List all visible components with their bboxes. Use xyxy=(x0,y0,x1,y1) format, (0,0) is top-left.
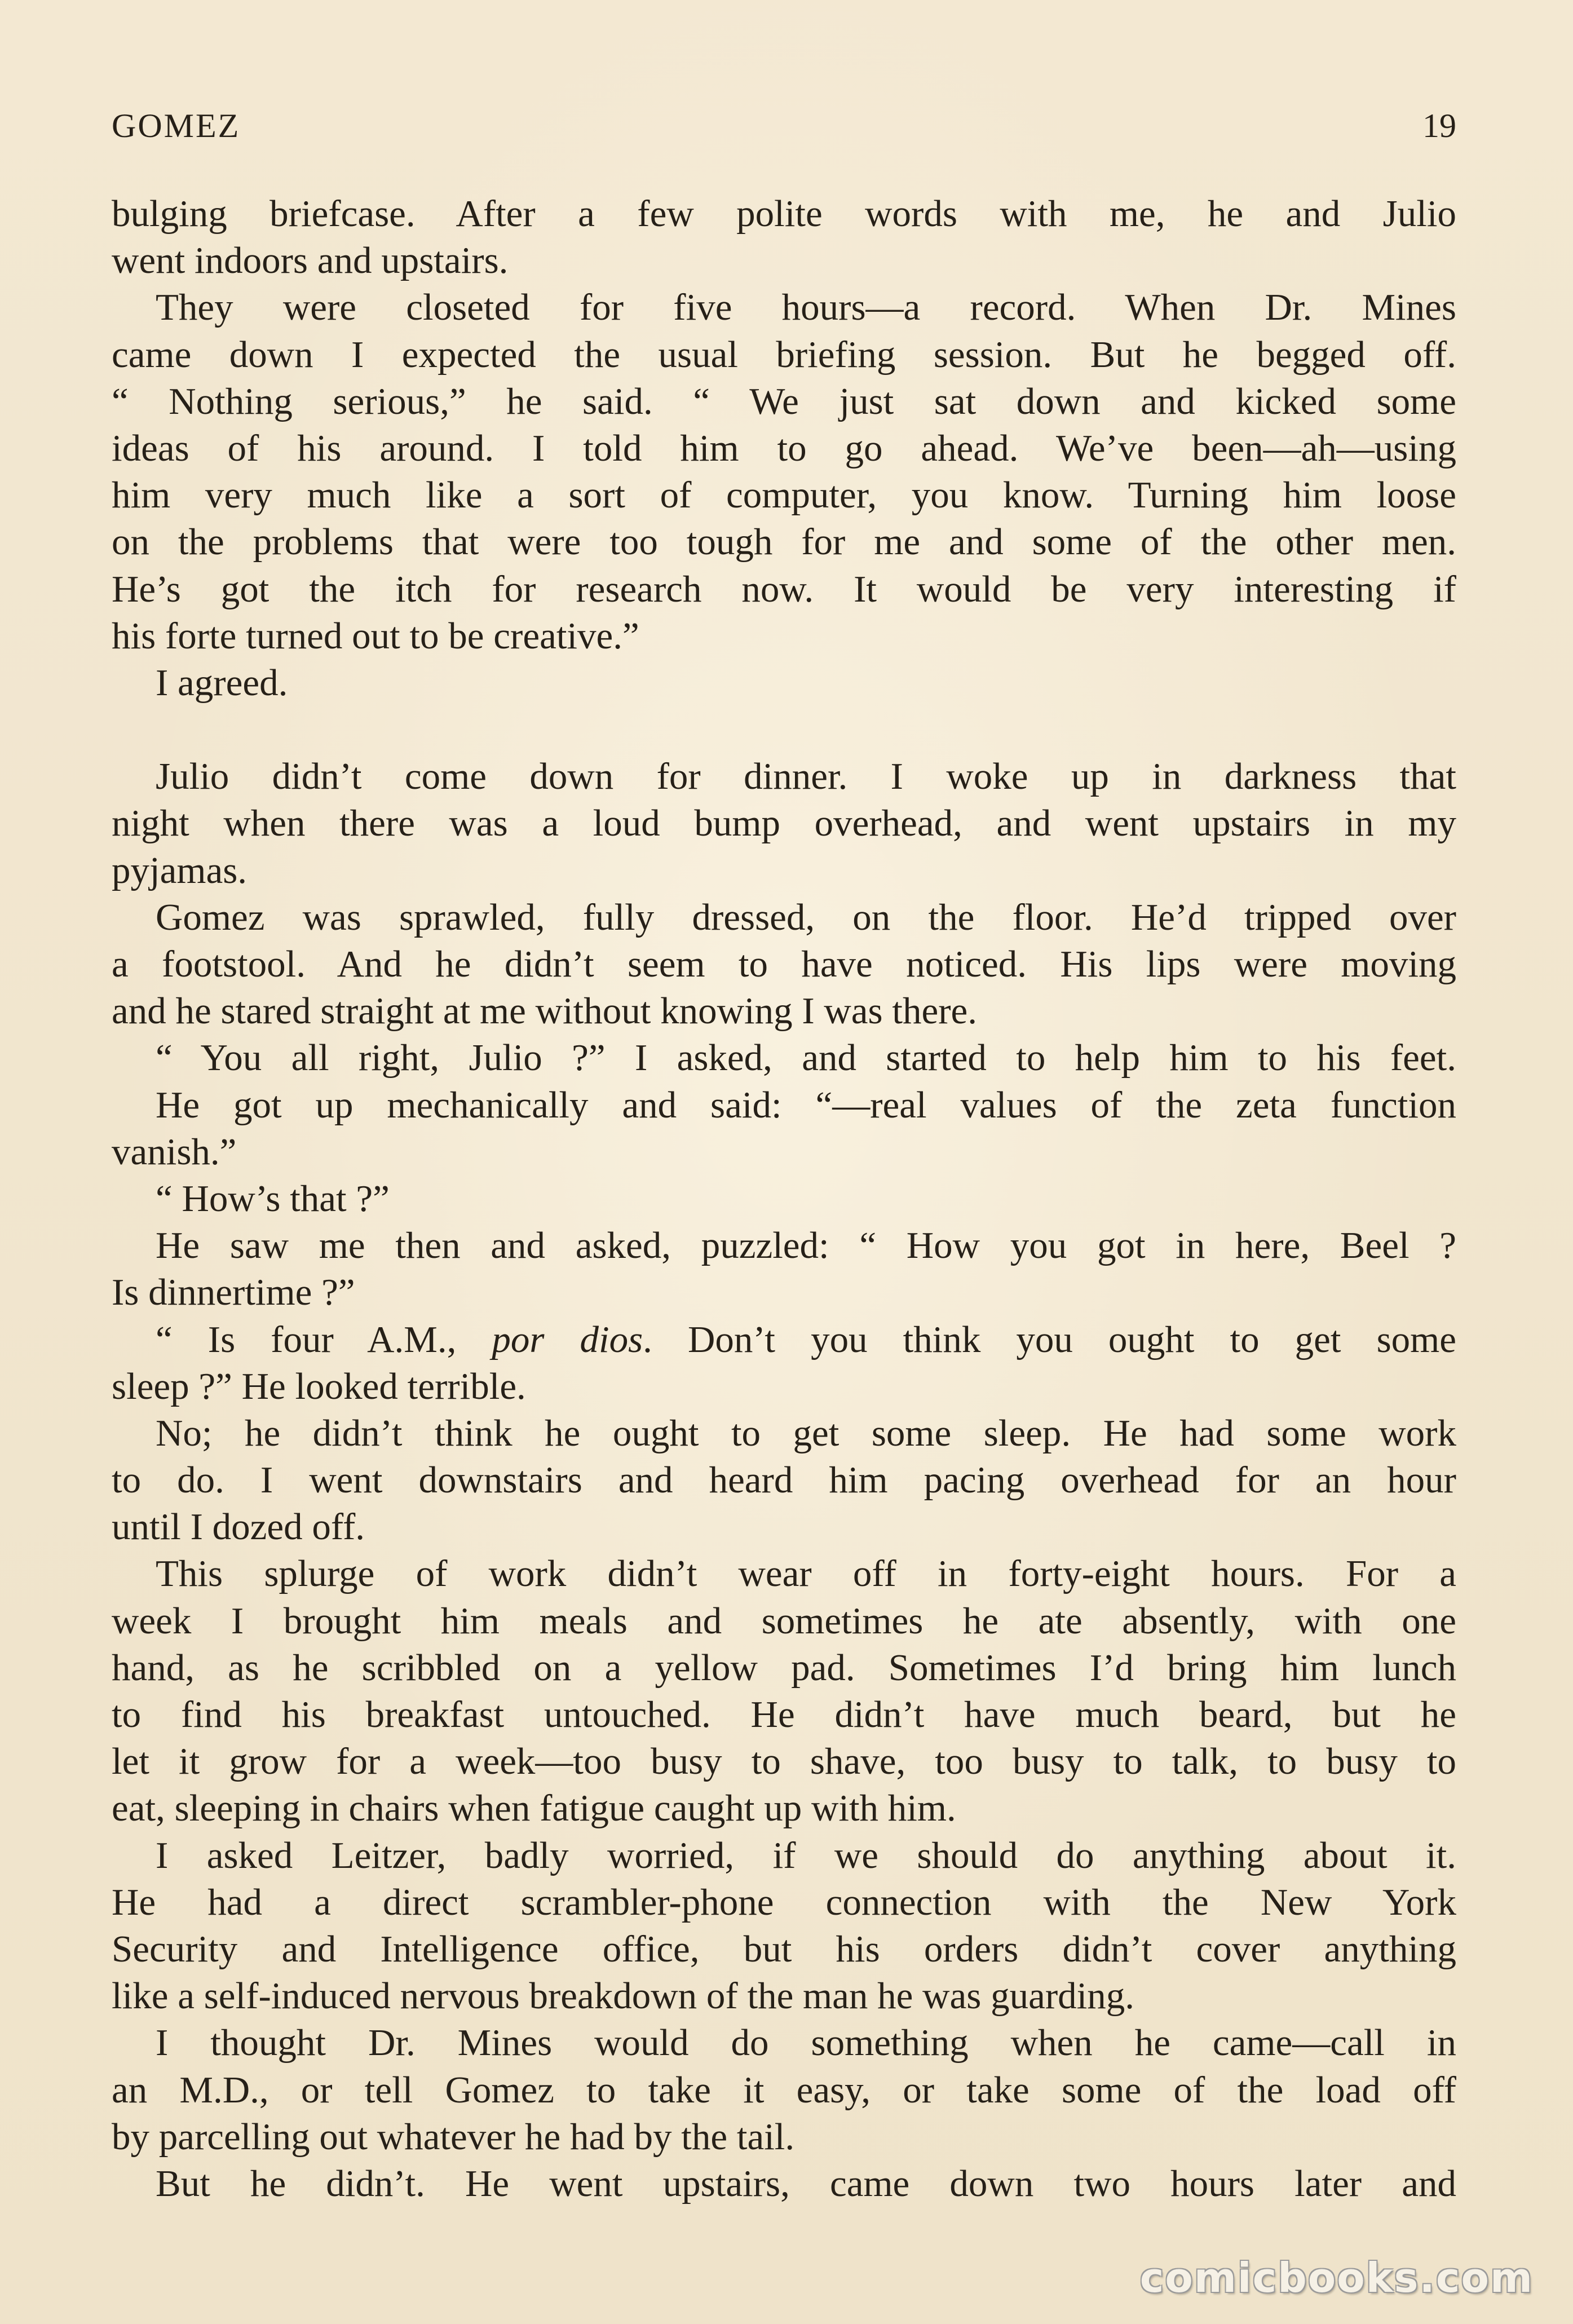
text-line: I agreed. xyxy=(156,661,288,704)
italic-phrase: por dios xyxy=(492,1318,643,1360)
text-line: to find his breakfast untouched. He didn’t have much beard, but he xyxy=(112,1694,1456,1735)
text-line: Gomez was sprawled, fully dressed, on the floor. He’d tripped over xyxy=(156,896,1456,938)
text-run: . Don’t you think you ought to get some xyxy=(643,1318,1456,1360)
text-line: an M.D., or tell Gomez to take it easy, or take some of the load off xyxy=(112,2069,1456,2111)
text-line: bulging briefcase. After a few polite words with me, he and Julio xyxy=(112,193,1456,235)
text-line: came down I expected the usual briefing session. But he begged off. xyxy=(112,333,1456,375)
text-line: I asked Leitzer, badly worried, if we should do anything about it. xyxy=(156,1834,1456,1876)
text-line: him very much like a sort of computer, you know. Turning him loose xyxy=(112,474,1456,516)
text-line: by parcelling out whatever he had by the tail. xyxy=(112,2115,795,2158)
watermark: comicbooks.com xyxy=(1139,2254,1534,2301)
text-line: until I dozed off. xyxy=(112,1506,365,1548)
text-line: vanish.” xyxy=(112,1130,237,1173)
text-line xyxy=(112,1316,1456,1363)
text-line: week I brought him meals and sometimes he ate absently, with one xyxy=(112,1600,1456,1642)
text-line: a footstool. And he didn’t seem to have noticed. His lips were moving xyxy=(112,943,1456,985)
text-line: I thought Dr. Mines would do something when he came—call in xyxy=(156,2022,1456,2064)
text-line: sleep ?” He looked terrible. xyxy=(112,1365,526,1407)
text-line: let it grow for a week—too busy to shave, too busy to talk, to busy to xyxy=(112,1740,1456,1783)
text-line: “ Nothing serious,” he said. “ We just sat down and kicked some xyxy=(112,380,1456,422)
text-line: He saw me then and asked, puzzled: “ How you got in here, Beel ? xyxy=(156,1225,1456,1267)
text-line: eat, sleeping in chairs when fatigue caught up with him. xyxy=(112,1787,956,1830)
text-line: to do. I went downstairs and heard him pacing overhead for an hour xyxy=(112,1459,1456,1501)
text-line: “ You all right, Julio ?” I asked, and started to help him to his feet. xyxy=(156,1037,1456,1079)
text-line: Is dinnertime ?” xyxy=(112,1271,355,1314)
text-line: “ How’s that ?” xyxy=(156,1177,390,1220)
text-line: They were closeted for five hours—a record. When Dr. Mines xyxy=(156,286,1456,329)
text-line: hand, as he scribbled on a yellow pad. Sometimes I’d bring him lunch xyxy=(112,1646,1456,1689)
text-line: He got up mechanically and said: “—real values of the zeta function xyxy=(156,1084,1456,1126)
text-line: went indoors and upstairs. xyxy=(112,240,509,282)
text-line: pyjamas. xyxy=(112,849,248,891)
page-header xyxy=(112,100,1456,151)
text-line: This splurge of work didn’t wear off in forty-eight hours. For a xyxy=(156,1553,1456,1595)
text-run: “ Is four A.M., xyxy=(156,1318,492,1360)
text-line: Security and Intelligence office, but his orders didn’t cover anything xyxy=(112,1928,1456,1970)
text-line: No; he didn’t think he ought to get some sleep. He had some work xyxy=(156,1412,1456,1454)
text-line: He’s got the itch for research now. It would be very interesting if xyxy=(112,568,1456,610)
text-line: on the problems that were too tough for me and some of the other men. xyxy=(112,521,1456,563)
text-line: ideas of his around. I told him to go ahead. We’ve been—ah—using xyxy=(112,427,1456,469)
text-line: But he didn’t. He went upstairs, came down two hours later and xyxy=(156,2162,1456,2204)
text-line: his forte turned out to be creative.” xyxy=(112,615,639,657)
page-number: 19 xyxy=(1422,107,1456,144)
text-line: like a self-induced nervous breakdown of the man he was guarding. xyxy=(112,1975,1135,2017)
body-text xyxy=(112,191,1456,2207)
running-head: GOMEZ xyxy=(112,107,241,144)
text-line: and he stared straight at me without knowing I was there. xyxy=(112,990,978,1032)
text-line: He had a direct scrambler-phone connection with the New York xyxy=(112,1881,1456,1923)
text-line: night when there was a loud bump overhead, and went upstairs in my xyxy=(112,802,1456,845)
text-line: Julio didn’t come down for dinner. I woke up in darkness that xyxy=(156,755,1456,798)
section-break xyxy=(112,706,1456,753)
